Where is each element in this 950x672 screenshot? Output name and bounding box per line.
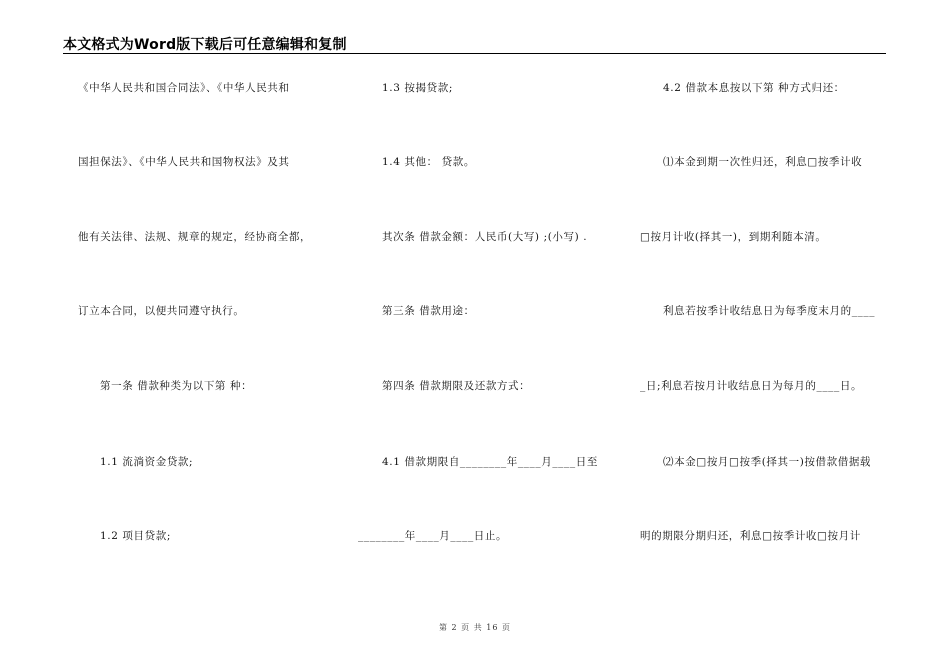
right-line-7: 明的期限分期归还，利息□按季计收□按月计 [640, 530, 861, 542]
left-line-5: 第一条 借款种类为以下第 种： [100, 380, 253, 392]
right-line-5: _日;利息若按月计收结息日为每月的____日。 [640, 380, 863, 392]
middle-line-6: 4.1 借款期限自________年____月____日至 [382, 456, 598, 468]
right-line-3: □按月计收(择其一)，到期利随本清。 [640, 231, 827, 243]
right-line-6: ⑵本金□按月□按季(择其一)按借款借据载 [663, 456, 872, 468]
document-header-title: 本文格式为Word版下载后可任意编辑和复制 [63, 37, 347, 53]
left-line-1: 《中华人民共和国合同法》、《中华人民共和 [78, 82, 290, 94]
left-line-4: 订立本合同，以便共同遵守执行。 [78, 305, 245, 317]
middle-line-7: ________年____月____日止。 [358, 530, 508, 542]
left-line-6: 1.1 流淌资金贷款; [100, 456, 194, 468]
right-line-1: 4.2 借款本息按以下第 种方式归还： [663, 82, 845, 94]
middle-line-5: 第四条 借款期限及还款方式： [382, 380, 531, 392]
right-line-2: ⑴本金到期一次性归还，利息□按季计收 [663, 156, 863, 168]
middle-line-3: 其次条 借款金额：人民币(大写) ;(小写) . [382, 231, 588, 243]
middle-line-1: 1.3 按揭贷款; [382, 82, 453, 94]
right-line-4: 利息若按季计收结息日为每季度末月的____ [663, 305, 876, 317]
middle-line-2: 1.4 其他： 贷款。 [382, 156, 475, 168]
left-line-7: 1.2 项目贷款; [100, 530, 171, 542]
middle-line-4: 第三条 借款用途： [382, 305, 475, 317]
page-number-footer: 第 2 页 共 16 页 [439, 623, 511, 632]
header-rule [63, 53, 886, 54]
left-line-3: 他有关法律、法规、规章的规定，经协商全都， [78, 231, 312, 243]
left-line-2: 国担保法》、《中华人民共和国物权法》及其 [78, 156, 290, 168]
